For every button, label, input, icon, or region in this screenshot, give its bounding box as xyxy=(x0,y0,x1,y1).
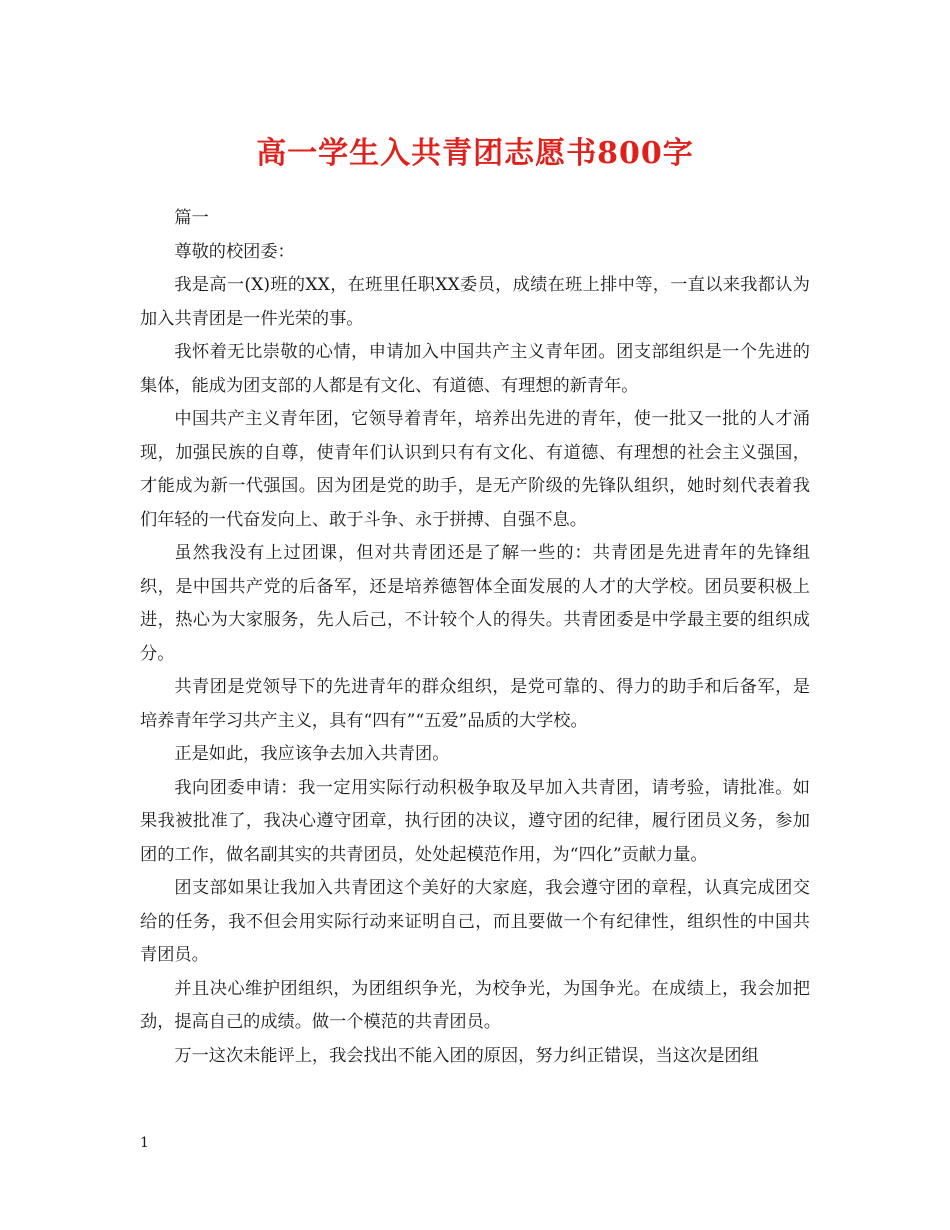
paragraph: 我向团委申请：我一定用实际行动积极争取及早加入共青团，请考验，请批准。如果我被批准了，我决心遵守团章，执行团的决议，遵守团的纪律，履行团员义务，参加团的工作，做名副其实的共青团员，处处起模范作用，为“四化”贡献力量。 xyxy=(140,777,810,865)
paragraph: 我怀着无比崇敬的心情，申请加入中国共产主义青年团。团支部组织是一个先进的集体，能成为团支部的人都是有文化、有道德、有理想的新青年。 xyxy=(140,342,810,396)
salutation: 尊敬的校团委： xyxy=(174,241,295,262)
paragraph: 虽然我没有上过团课，但对共青团还是了解一些的：共青团是先进青年的先锋组织，是中国共产党的后备军，还是培养德智体全面发展的人才的大学校。团员要积极上进，热心为大家服务，先人后己，不计较个人的得失。共青团委是中学最主要的组织成分。 xyxy=(140,543,810,664)
paragraph: 万一这次未能评上，我会找出不能入团的原因，努力纠正错误，当这次是团组 xyxy=(174,1045,759,1066)
paragraph: 共青团是党领导下的先进青年的群众组织，是党可靠的、得力的助手和后备军，是培养青年学习共产主义，具有“四有”“五爱”品质的大学校。 xyxy=(140,677,810,731)
paragraph: 团支部如果让我加入共青团这个美好的大家庭，我会遵守团的章程，认真完成团交给的任务，我不但会用实际行动来证明自己，而且要做一个有纪律性，组织性的中国共青团员。 xyxy=(140,878,810,965)
paragraph: 并且决心维护团组织，为团组织争光，为校争光，为国争光。在成绩上，我会加把劲，提高自己的成绩。做一个模范的共青团员。 xyxy=(140,978,810,1032)
paragraph: 我是高一(X)班的XX，在班里任职XX委员，成绩在班上排中等，一直以来我都认为加入共青团是一件光荣的事。 xyxy=(140,275,810,329)
section-heading: 篇一 xyxy=(174,208,209,228)
document-body xyxy=(140,202,810,1073)
paragraph: 中国共产主义青年团，它领导着青年，培养出先进的青年，使一批又一批的人才涌现，加强民族的自尊，使青年们认识到只有有文化、有道德、有理想的社会主义强国，才能成为新一代强国。因为团是党的助手，是无产阶级的先锋队组织，她时刻代表着我们年轻的一代奋发向上、敢于斗争、永于拼搏、自强不息。 xyxy=(140,409,810,530)
paragraph: 正是如此，我应该争去加入共青团。 xyxy=(174,744,450,764)
page-number: 1 xyxy=(140,1135,149,1151)
document-title: 高一学生入共青团志愿书800字 xyxy=(256,136,694,171)
